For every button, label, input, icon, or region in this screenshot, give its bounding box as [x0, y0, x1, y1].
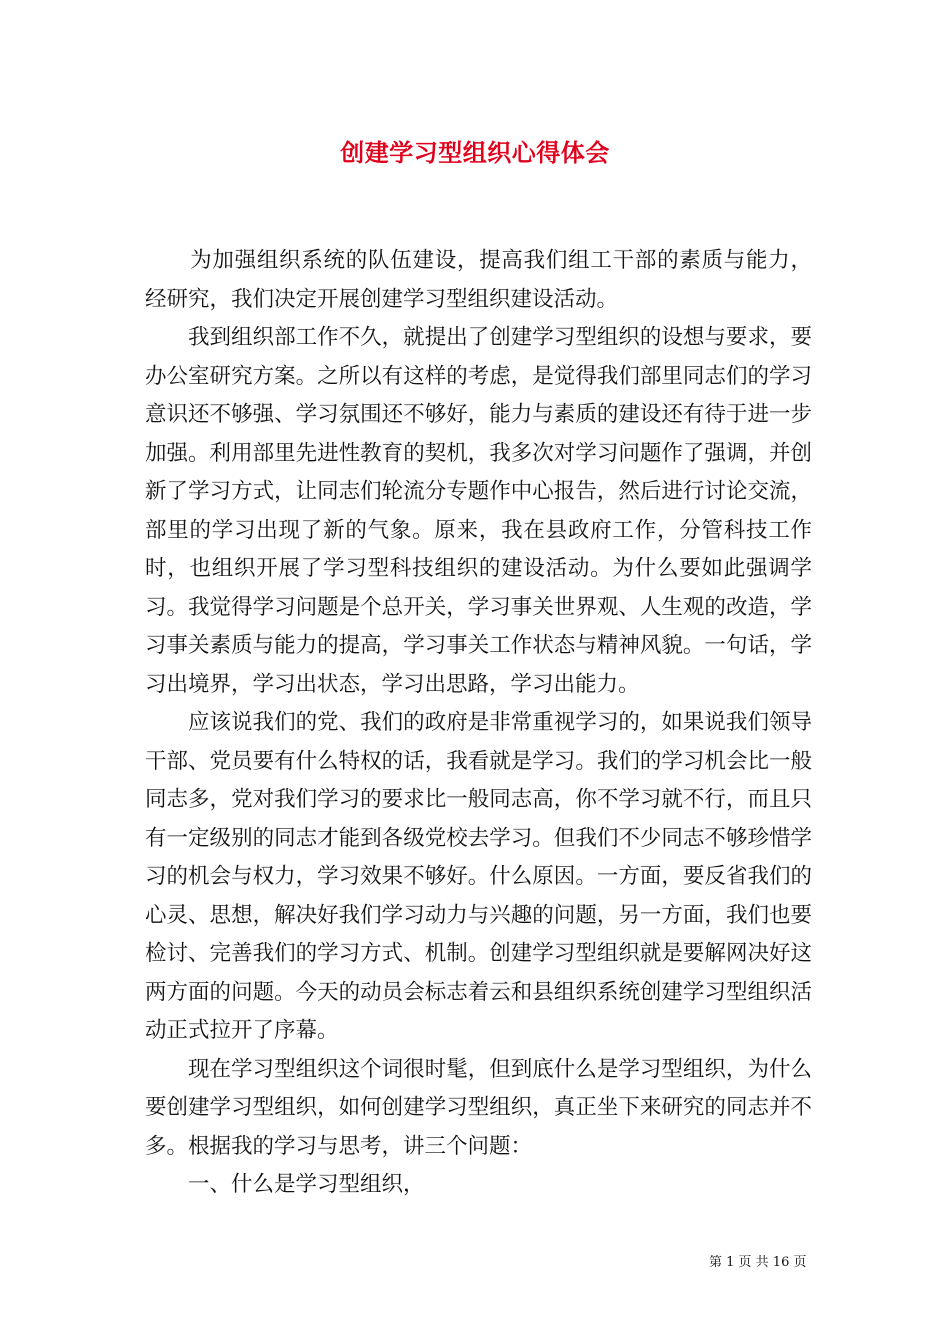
paragraph-1: 为加强组织系统的队伍建设，提高我们组工干部的素质与能力，经研究，我们决定开展创建学习型组织建设活动。	[145, 248, 812, 312]
document-title: 创建学习型组织心得体会	[340, 138, 610, 167]
paragraph-4: 现在学习型组织这个词很时髦，但到底什么是学习型组织，为什么要创建学习型组织，如何创建学习型组织，真正坐下来研究的同志并不多。根据我的学习与思考，讲三个问题：	[145, 1056, 812, 1159]
document-body	[145, 242, 812, 1205]
paragraph-2: 我到组织部工作不久，就提出了创建学习型组织的设想与要求，要办公室研究方案。之所以有这样的考虑，是觉得我们部里同志们的学习意识还不够强、学习氛围还不够好，能力与素质的建设还有待于进一步加强。利用部里先进性教育的契机，我多次对学习问题作了强调，并创新了学习方式，让同志们轮流分专题作中心报告，然后进行讨论交流，部里的学习出现了新的气象。原来，我在县政府工作，分管科技工作时，也组织开展了学习型科技组织的建设活动。为什么要如此强调学习。我觉得学习问题是个总开关，学习事关世界观、人生观的改造，学习事关素质与能力的提高，学习事关工作状态与精神风貌。一句话，学习出境界，学习出状态，学习出思路，学习出能力。	[145, 325, 812, 697]
page-number-footer: 第 1 页 共 16 页	[709, 1255, 807, 1270]
paragraph-3: 应该说我们的党、我们的政府是非常重视学习的，如果说我们领导干部、党员要有什么特权的话，我看就是学习。我们的学习机会比一般同志多，党对我们学习的要求比一般同志高，你不学习就不行，而且只有一定级别的同志才能到各级党校去学习。但我们不少同志不够珍惜学习的机会与权力，学习效果不够好。什么原因。一方面，要反省我们的心灵、思想，解决好我们学习动力与兴趣的问题，另一方面，我们也要检讨、完善我们的学习方式、机制。创建学习型组织就是要解网决好这两方面的问题。今天的动员会标志着云和县组织系统创建学习型组织活动正式拉开了序幕。	[145, 710, 812, 1043]
paragraph-5-heading: 一、什么是学习型组织，	[188, 1172, 425, 1197]
